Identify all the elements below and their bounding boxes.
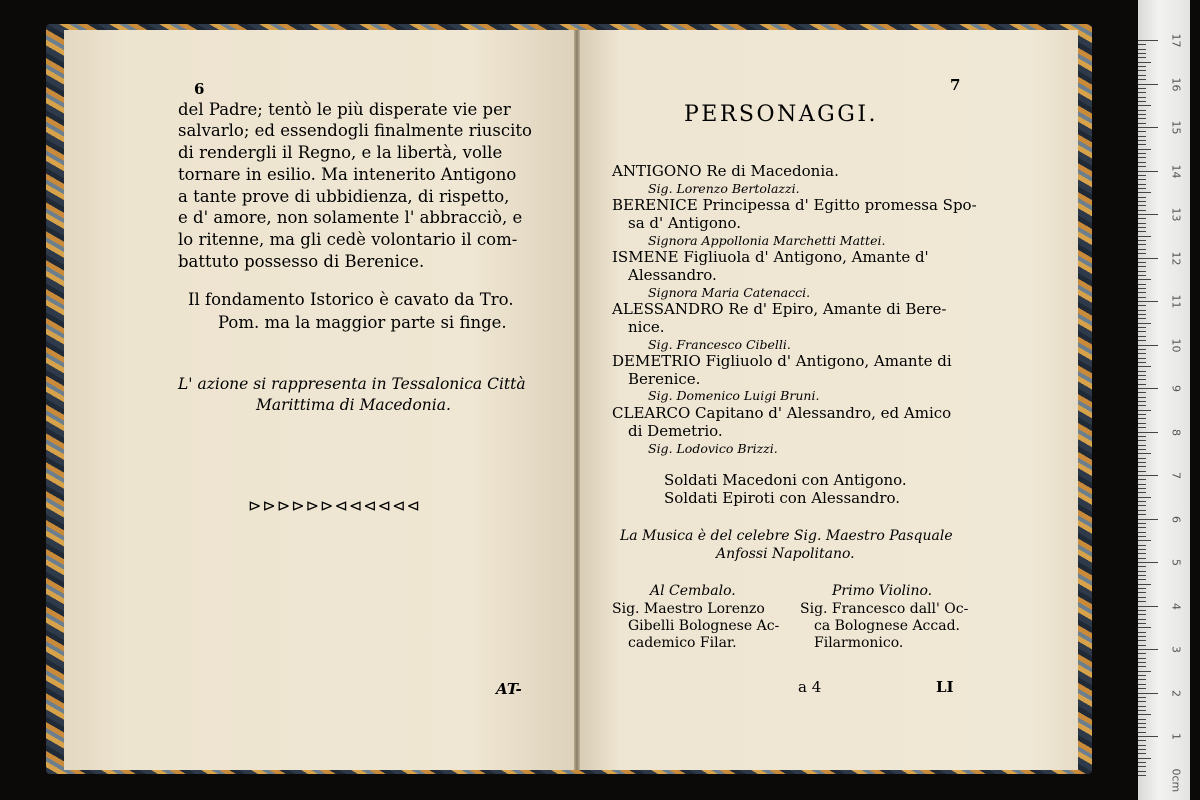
ruler-tick [1138,693,1158,694]
ruler-tick [1138,144,1146,145]
ruler-tick [1138,758,1151,759]
soldiers-line: Soldati Epiroti con Alessandro. [664,489,901,507]
ruler-number: 1 [1169,733,1183,740]
text-line: battuto possesso di Berenice. [178,252,425,271]
ruler-tick [1138,440,1146,441]
ruler-tick [1138,532,1146,533]
page-title: PERSONAGGI. [684,102,879,127]
ruler-tick [1138,271,1146,272]
ruler-tick [1138,653,1146,654]
ruler-tick [1138,244,1146,245]
printer-ornament: ⊳⊳⊳⊳⊳⊳⊲⊲⊲⊲⊲⊲ [248,496,421,515]
ruler-tick [1138,57,1146,58]
violino-line: Filarmonico. [814,635,904,651]
ruler-tick [1138,249,1146,250]
ruler-tick [1138,418,1146,419]
ruler-tick [1138,601,1146,602]
ruler-tick [1138,266,1146,267]
ruler-tick [1138,214,1158,215]
violino-heading: Primo Violino. [832,583,933,599]
ruler-number: 15 [1169,120,1183,135]
ruler-unit-label: 0cm [1169,768,1183,793]
ruler-tick [1138,340,1146,341]
ruler-tick [1138,623,1146,624]
ruler-tick [1138,92,1146,93]
ruler-tick [1138,331,1146,332]
ruler-tick [1138,253,1146,254]
ruler-tick [1138,606,1158,607]
character-actor: Sig. Domenico Luigi Bruni. [648,388,820,403]
ruler-number: 8 [1169,428,1183,436]
ruler-tick [1138,327,1146,328]
measuring-ruler [1138,0,1190,800]
ruler-tick [1138,392,1146,393]
text-line: tornare in esilio. Ma intenerito Antigono [178,165,517,184]
ruler-tick [1138,131,1146,132]
ruler-tick [1138,727,1146,728]
character-actor: Signora Maria Catenacci. [648,285,811,300]
ruler-tick [1138,262,1146,263]
ruler-tick [1138,114,1146,115]
ruler-tick [1138,279,1151,280]
ruler-tick [1138,714,1151,715]
ruler-number: 16 [1169,77,1183,91]
ruler-tick [1138,205,1146,206]
character-role: sa d' Antigono. [628,214,742,232]
ruler-tick [1138,401,1146,402]
ruler-tick [1138,388,1158,389]
ruler-tick [1138,162,1146,163]
character-actor: Sig. Lorenzo Bertolazzi. [648,181,800,196]
ruler-tick [1138,358,1146,359]
ruler-tick [1138,275,1146,276]
ruler-tick [1138,88,1146,89]
ruler-number: 2 [1169,689,1183,697]
character-role: ALESSANDRO Re d' Epiro, Amante di Bere- [612,300,947,318]
ruler-tick [1138,553,1146,554]
ruler-tick [1138,645,1146,646]
ruler-tick [1138,423,1146,424]
ruler-tick [1138,210,1146,211]
ruler-tick [1138,745,1146,746]
cembalo-line: cademico Filar. [628,635,737,651]
ruler-number: 17 [1169,33,1183,48]
left-catchword: AT- [496,680,522,698]
cembalo-line: Sig. Maestro Lorenzo [612,601,765,617]
ruler-tick [1138,66,1146,67]
ruler-tick [1138,549,1146,550]
ruler-tick [1138,523,1146,524]
ruler-tick [1138,127,1158,128]
ruler-tick [1138,223,1146,224]
ruler-tick [1138,166,1146,167]
ruler-tick [1138,501,1146,502]
ruler-tick [1138,679,1146,680]
ruler-tick [1138,614,1146,615]
ruler-tick [1138,597,1146,598]
ruler-number: 10 [1169,338,1183,352]
ruler-tick [1138,579,1146,580]
ruler-tick [1138,192,1151,193]
character-role: CLEARCO Capitano d' Alessandro, ed Amico [612,404,952,422]
ruler-tick [1138,175,1146,176]
ruler-tick [1138,136,1146,137]
ruler-tick [1138,284,1146,285]
ruler-tick [1138,701,1146,702]
character-role: ISMENE Figliuola d' Antigono, Amante d' [612,248,929,266]
ruler-tick [1138,414,1146,415]
ruler-tick [1138,258,1158,259]
soldiers-line: Soldati Macedoni con Antigono. [664,471,907,489]
ruler-tick [1138,188,1146,189]
ruler-number: 6 [1169,515,1183,523]
ruler-tick [1138,336,1146,337]
ruler-tick [1138,140,1146,141]
ruler-number: 5 [1169,559,1183,566]
ruler-tick [1138,349,1146,350]
ruler-tick [1138,79,1146,80]
ruler-tick [1138,288,1146,289]
ruler-tick [1138,627,1151,628]
ruler-tick [1138,371,1146,372]
text-line: a tante prove di ubbidienza, di rispetto, [178,187,510,206]
ruler-tick [1138,732,1146,733]
ruler-tick [1138,436,1146,437]
character-role: DEMETRIO Figliuolo d' Antigono, Amante di [612,352,952,370]
ruler-tick [1138,749,1146,750]
ruler-tick [1138,762,1146,763]
ruler-tick [1138,301,1158,302]
ruler-tick [1138,649,1158,650]
ruler-tick [1138,362,1146,363]
ruler-tick [1138,40,1158,41]
ruler-tick [1138,527,1146,528]
ruler-tick [1138,753,1146,754]
ruler-tick [1138,410,1151,411]
ruler-tick [1138,397,1146,398]
ruler-tick [1138,449,1146,450]
ruler-tick [1138,510,1146,511]
ruler-tick [1138,466,1146,467]
character-actor: Sig. Lodovico Brizzi. [648,441,778,456]
ruler-tick [1138,427,1146,428]
ruler-number: 3 [1169,646,1183,653]
ruler-tick [1138,149,1151,150]
ruler-tick [1138,110,1146,111]
ruler-tick [1138,179,1146,180]
ruler-tick [1138,540,1151,541]
ruler-tick [1138,632,1146,633]
ruler-tick [1138,740,1146,741]
ruler-tick [1138,118,1146,119]
ruler-tick [1138,588,1146,589]
character-actor: Signora Appollonia Marchetti Mattei. [648,233,886,248]
ruler-tick [1138,558,1146,559]
character-role: nice. [628,318,665,336]
ruler-tick [1138,471,1146,472]
ruler-tick [1138,519,1158,520]
text-line: e d' amore, non solamente l' abbracciò, e [178,208,523,227]
cembalo-line: Gibelli Bolognese Ac- [628,618,780,634]
right-catchword: LI [936,678,954,696]
ruler-tick [1138,105,1151,106]
ruler-tick [1138,240,1146,241]
signature-mark: a 4 [798,678,822,696]
text-line: del Padre; tentò le più disperate vie per [178,100,511,119]
character-role: di Demetrio. [628,422,723,440]
ruler-tick [1138,688,1146,689]
ruler-tick [1138,723,1146,724]
ruler-tick [1138,197,1146,198]
ruler-number: 11 [1169,294,1183,309]
ruler-tick [1138,479,1146,480]
ruler-tick [1138,97,1146,98]
ruler-tick [1138,662,1146,663]
ruler-tick [1138,153,1146,154]
ruler-tick [1138,484,1146,485]
ruler-tick [1138,53,1146,54]
text-line: Il fondamento Istorico è cavato da Tro. [188,290,514,309]
ruler-tick [1138,101,1146,102]
ruler-tick [1138,640,1146,641]
violino-line: ca Bolognese Accad. [814,618,960,634]
ruler-tick [1138,44,1146,45]
ruler-tick [1138,458,1146,459]
ruler-tick [1138,453,1151,454]
ruler-tick [1138,771,1146,772]
ruler-tick [1138,697,1146,698]
ruler-tick [1138,201,1146,202]
ruler-tick [1138,49,1146,50]
ruler-tick [1138,536,1146,537]
ruler-tick [1138,323,1151,324]
ruler-tick [1138,462,1146,463]
ruler-tick [1138,584,1151,585]
ruler-tick [1138,736,1158,737]
ruler-tick [1138,575,1146,576]
character-role: Berenice. [628,370,701,388]
ruler-tick [1138,375,1146,376]
ruler-tick [1138,658,1146,659]
ruler-tick [1138,366,1151,367]
text-line: di rendergli il Regno, e la libertà, volle [178,143,503,162]
ruler-tick [1138,405,1146,406]
ruler-tick [1138,775,1146,776]
ruler-tick [1138,184,1146,185]
ruler-tick [1138,314,1146,315]
ruler-tick [1138,719,1146,720]
character-role: Alessandro. [628,266,717,284]
ruler-tick [1138,384,1146,385]
ruler-number: 4 [1169,602,1183,610]
ruler-tick [1138,157,1146,158]
ruler-tick [1138,445,1146,446]
ruler-tick [1138,84,1158,85]
ruler-tick [1138,379,1146,380]
ruler-tick [1138,236,1151,237]
ruler-tick [1138,310,1146,311]
ruler-tick [1138,353,1146,354]
cembalo-heading: Al Cembalo. [650,583,736,599]
ruler-tick [1138,497,1151,498]
ruler-tick [1138,218,1146,219]
ruler-tick [1138,671,1151,672]
ruler-tick [1138,292,1146,293]
ruler-number: 13 [1169,207,1183,222]
music-line: La Musica è del celebre Sig. Maestro Pasquale [620,528,953,544]
ruler-tick [1138,545,1146,546]
violino-line: Sig. Francesco dall' Oc- [800,601,969,617]
ruler-tick [1138,706,1146,707]
ruler-tick [1138,675,1146,676]
ruler-tick [1138,684,1146,685]
ruler-tick [1138,318,1146,319]
text-line: L' azione si rappresenta in Tessalonica Città [178,375,526,393]
ruler-tick [1138,305,1146,306]
ruler-tick [1138,123,1146,124]
ruler-tick [1138,75,1146,76]
ruler-tick [1138,492,1146,493]
ruler-tick [1138,766,1146,767]
ruler-number: 14 [1169,164,1183,178]
ruler-tick [1138,171,1158,172]
ruler-tick [1138,227,1146,228]
right-page-number: 7 [950,76,961,94]
ruler-tick [1138,710,1146,711]
ruler-tick [1138,62,1151,63]
ruler-tick [1138,488,1146,489]
ruler-tick [1138,505,1146,506]
ruler-tick [1138,475,1158,476]
text-line: Pom. ma la maggior parte si finge. [218,313,507,332]
ruler-tick [1138,636,1146,637]
ruler-tick [1138,666,1146,667]
ruler-tick [1138,610,1146,611]
text-line: Marittima di Macedonia. [256,396,451,414]
text-line: lo ritenne, ma gli cedè volontario il com- [178,230,518,249]
ruler-tick [1138,571,1146,572]
ruler-tick [1138,514,1146,515]
ruler-number: 9 [1169,385,1183,392]
ruler-tick [1138,297,1146,298]
ruler-tick [1138,345,1158,346]
ruler-tick [1138,592,1146,593]
ruler-tick [1138,70,1146,71]
ruler-tick [1138,432,1158,433]
ruler-tick [1138,231,1146,232]
left-page-number: 6 [194,80,205,98]
character-role: ANTIGONO Re di Macedonia. [612,162,839,180]
ruler-number: 7 [1169,472,1183,479]
ruler-tick [1138,566,1146,567]
music-line: Anfossi Napolitano. [716,546,855,562]
character-role: BERENICE Principessa d' Egitto promessa Spo- [612,196,977,214]
character-actor: Sig. Francesco Cibelli. [648,337,791,352]
ruler-number: 12 [1169,251,1183,265]
ruler-tick [1138,562,1158,563]
ruler-tick [1138,619,1146,620]
text-line: salvarlo; ed essendogli finalmente riuscito [178,121,532,140]
